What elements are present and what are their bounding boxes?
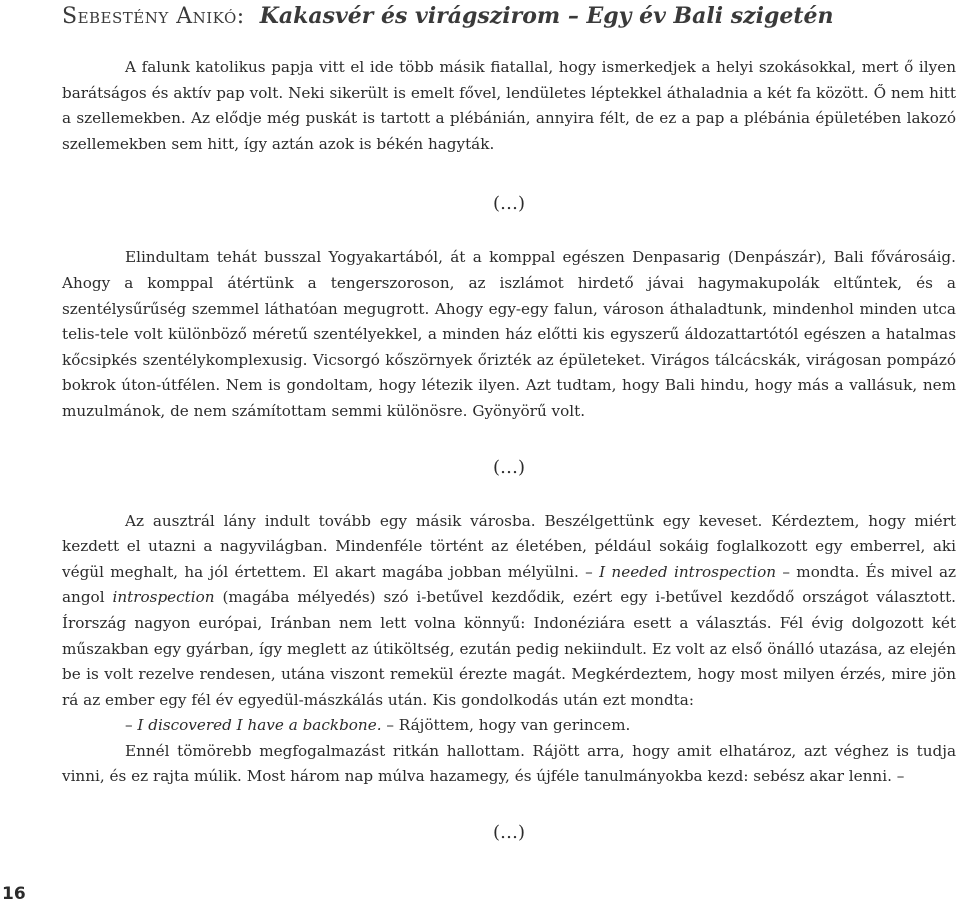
paragraph-australian-girl	[62, 509, 956, 714]
header-author: Sebestény Anikó:	[62, 4, 245, 29]
ellipsis-separator: (…)	[492, 822, 526, 844]
english-quote: I discovered I have a backbone.	[137, 716, 382, 735]
paragraph-text: – mondta. És mivel az angol	[62, 562, 956, 607]
paragraph-backbone-quote	[62, 713, 956, 739]
paragraph-priest: A falunk katolikus papja vitt el ide több másik fiatallal, hogy ismerkedjek a helyi szokásokkal, mert ő ilyen barátságos és aktív pap volt. Neki sikerült is emelt fővel, lendületes léptekkel áthaladnia a két fa között. Ő nem hitt a szellemekben. Az elődje még puskát is tartott a plébánián, annyira félt, de ez a pap a plébánia épületében lakozó szellemekben sem hitt, így aztán azok is békén hagyták.	[62, 58, 956, 153]
ellipsis-separator: (…)	[492, 193, 526, 215]
paragraph-text: – Rájöttem, hogy van gerincem.	[381, 716, 631, 735]
paragraph-conclusion: Ennél tömörebb megfogalmazást ritkán hallottam. Rájött arra, hogy amit elhatároz, azt véghez is tudja vinni, és ez rajta múlik. Most három nap múlva hazamegy, és újféle tanulmányokba kezd: sebész akar lenni. –	[62, 741, 956, 786]
dash: –	[125, 716, 138, 735]
english-quote: I needed introspection	[599, 562, 777, 581]
paragraph-text: Az ausztrál lány indult tovább egy másik városba. Beszélgettünk egy keveset. Kérdeztem, hogy miért kezdett el utazni a nagyvilágban. Mindenféle történt az életében, például sokáig foglalkozott egy emberrel, aki végül meghalt, ha jól értettem. El akart magába jobban mélyülni. –	[62, 511, 956, 581]
paragraph-bus-journey: Elindultam tehát busszal Yogyakartából, át a komppal egészen Denpasarig (Denpászár), Bali fővárosáig. Ahogy a komppal átértünk a tengerszoroson, az iszlámot hirdető jávai hagymakupolák eltűntek, és a szentélysűrűség szemmel láthatóan megugrott. Ahogy egy-egy falun, városon áthaladtunk, mindenhol minden utca telis-tele volt különböző méretű szentélyekkel, a minden ház előtti kis egyszerű áldozattartótól egészen a hatalmas kőcsipkés szentélykomplexusig. Vicsorgó kőszörnyek őrizték az épületeket. Virágos tálcácskák, virágosan pompázó bokrok úton-útfélen. Nem is gondoltam, hogy létezik ilyen. Azt tudtam, hogy Bali hindu, hogy más a vallásuk, nem muzulmánok, de nem számítottam semmi különösre. Gyönyörű volt.	[62, 248, 956, 420]
paragraph-text: (magába mélyedés) szó i-betűvel kezdődik, ezért egy i-betűvel kezdődő országot választott. Írország nagyon európai, Iránban nem lett volna könnyű: Indonéziára esett a választás. Fél évig dolgozott két műszakban egy gyárban, így meglett az útiköltség, ezután pedig nekiindult. Ez volt az első önálló utazása, az elején be is volt rezelve rendesen, utána viszont remekül érezte magát. Megkérdeztem, hogy most milyen érzés, mire jön rá az ember egy fél év egyedül-mászkálás után. Kis gondolkodás után ezt mondta:	[62, 588, 957, 709]
header-title: Kakasvér és virágszirom – Egy év Bali szigetén	[259, 3, 834, 29]
page-number: 16	[2, 884, 26, 904]
article-body	[62, 55, 956, 845]
ellipsis-separator: (…)	[492, 456, 526, 478]
english-word: introspection	[112, 588, 215, 607]
running-header	[62, 4, 834, 29]
